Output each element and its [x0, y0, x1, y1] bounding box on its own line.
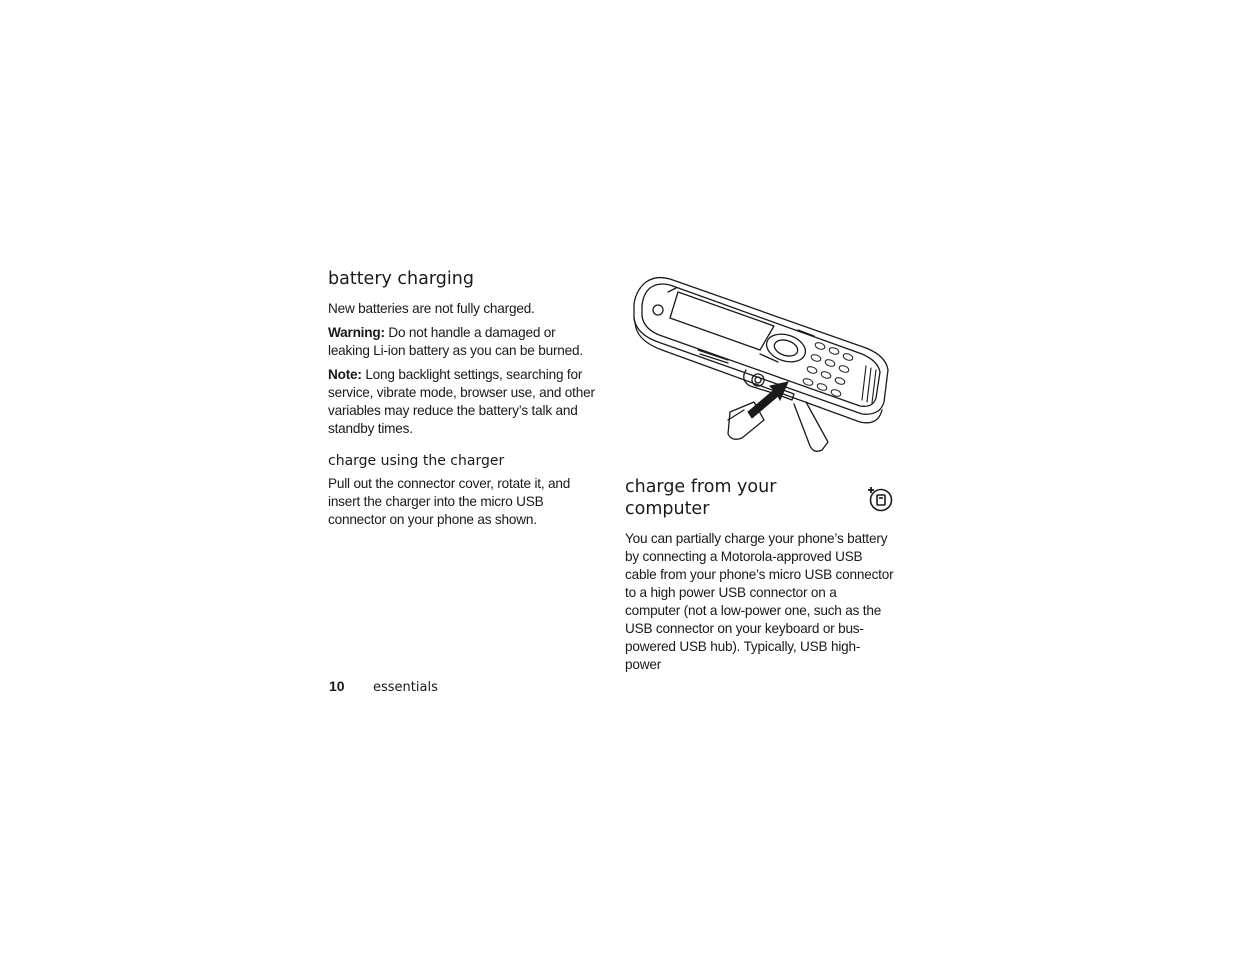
battery-charging-heading: battery charging	[328, 269, 474, 289]
phone-charging-illustration	[628, 270, 894, 456]
warning-text: Do not handle a damaged or leaking Li-ion battery as you can be burned.	[328, 325, 583, 358]
page-number: 10	[329, 678, 345, 694]
computer-charging-paragraph: You can partially charge your phone’s battery by connecting a Motorola-approved USB cable from your phone’s micro USB connector to a high power USB connector on a computer (not a low-power one, such as the USB connector on your keyboard or bus-powered USB hub). Typically, USB high-power	[625, 531, 894, 672]
right-column	[625, 476, 895, 680]
warning-label: Warning:	[328, 325, 385, 340]
warning-paragraph	[328, 324, 600, 360]
intro-paragraph: New batteries are not fully charged.	[328, 301, 535, 316]
charger-instructions: Pull out the connector cover, rotate it, and insert the charger into the micro USB connector on your phone as shown.	[328, 476, 571, 527]
note-paragraph	[328, 366, 600, 438]
note-text: Long backlight settings, searching for service, vibrate mode, browser use, and other variables may reduce the battery’s talk and standby times.	[328, 367, 595, 436]
left-column	[328, 268, 600, 535]
page-footer	[329, 678, 438, 695]
charge-from-computer-heading: charge from your computer	[625, 477, 777, 519]
section-name: essentials	[373, 680, 438, 695]
charge-using-charger-heading: charge using the charger	[328, 453, 505, 469]
pc-connection-icon	[866, 485, 894, 513]
note-label: Note:	[328, 367, 362, 382]
